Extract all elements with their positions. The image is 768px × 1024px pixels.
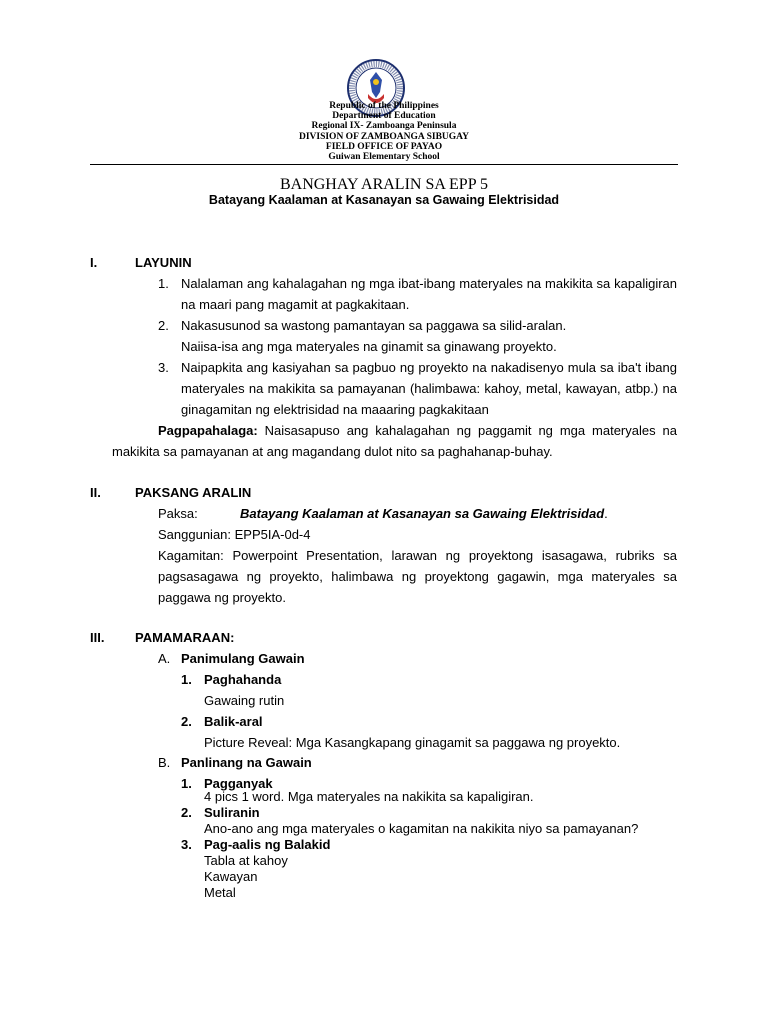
step-title: Suliranin [204, 805, 260, 820]
kagamitan: Kagamitan: Powerpoint Presentation, larawan ng proyektong isasagawa, rubriks sa pagsasagawa ng proyekto, halimbawa ng proyektong gagawin, mga materyales sa paggawa ng proyekto. [158, 548, 677, 605]
objective-text: Nakasusunod sa wastong pamantayan sa paggawa sa silid-aralan. [181, 318, 567, 333]
valuing-line [158, 420, 677, 441]
step-number: 2. [181, 805, 192, 820]
step-title: Pag-aalis ng Balakid [204, 837, 331, 852]
step-title: Balik-aral [204, 714, 263, 729]
part-letter: B. [158, 755, 171, 770]
section-heading-layunin: LAYUNIN [135, 255, 192, 270]
step-number: 1. [181, 776, 192, 791]
header-line: Republic of the Philippines [329, 101, 439, 111]
section-numeral: I. [90, 255, 98, 270]
step-title: Pagganyak [204, 776, 273, 791]
part-title: Panlinang na Gawain [181, 755, 312, 770]
step-number: 1. [181, 672, 192, 687]
step-body: Tabla at kahoy [204, 853, 288, 868]
header-line: Guiwan Elementary School [328, 152, 440, 163]
item-number: 3. [158, 360, 169, 375]
step-number: 3. [181, 837, 192, 852]
school-header [0, 101, 768, 162]
step-body: Picture Reveal: Mga Kasangkapang ginagamit sa paggawa ng proyekto. [204, 735, 621, 750]
header-line: Department of Education [332, 111, 436, 122]
header-line: Regional IX- Zamboanga Peninsula [311, 121, 457, 132]
step-body: Gawaing rutin [204, 693, 285, 708]
objective-text: Naipapkita ang kasiyahan sa pagbuo ng proyekto na nakadisenyo mula sa iba't ibang materyales na makikita sa pamayanan (halimbawa: kahoy, metal, kawayan, atbp.) na ginagamitan ng elektrisidad na maaaring pagkakitaan [181, 360, 677, 417]
paksa-label: Paksa: [158, 506, 198, 521]
paksa-value: Batayang Kaalaman at Kasanayan sa Gawaing Elektrisidad [240, 506, 605, 521]
objective-text: Nalalaman ang kahalagahan ng mga ibat-ibang materyales na makikita sa kapaligiran na maari pang magamit at pagkakitaan. [181, 276, 677, 312]
step-number: 2. [181, 714, 192, 729]
valuing-text: Naisasapuso ang kahalagahan ng paggamit ng mga materyales na [257, 423, 677, 438]
valuing-label: Pagpapahalaga: [158, 423, 258, 438]
paksa-line [240, 503, 608, 524]
objective-text: Naiisa-isa ang mga materyales na ginamit sa ginawang proyekto. [181, 339, 557, 354]
header-line: DIVISION OF ZAMBOANGA SIBUGAY [298, 131, 470, 142]
step-body: Kawayan [204, 869, 258, 884]
valuing-text: makikita sa pamayanan at ang magandang dulot nito sa paghahanap-buhay. [112, 444, 553, 459]
step-title: Paghahanda [204, 672, 282, 687]
header-divider [90, 164, 678, 165]
paksa-end: . [604, 506, 608, 521]
step-body: 4 pics 1 word. Mga materyales na nakikita sa kapaligiran. [204, 789, 534, 804]
sanggunian: Sanggunian: EPP5IA-0d-4 [158, 527, 311, 542]
document-subtitle: Batayang Kaalaman at Kasanayan sa Gawaing Elektrisidad [208, 193, 560, 207]
item-number: 1. [158, 276, 169, 291]
section-heading-paksang-aralin: PAKSANG ARALIN [135, 485, 252, 500]
part-title: Panimulang Gawain [181, 651, 305, 666]
part-letter: A. [158, 651, 171, 666]
header-line: FIELD OFFICE OF PAYAO [325, 141, 443, 152]
step-body: Ano-ano ang mga materyales o kagamitan na nakikita niyo sa pamayanan? [204, 821, 639, 836]
step-body: Metal [204, 885, 236, 900]
section-heading-pamamaraan: PAMAMARAAN: [135, 630, 235, 645]
item-number: 2. [158, 318, 169, 333]
section-numeral: II. [90, 485, 101, 500]
document-title: BANGHAY ARALIN SA EPP 5 [279, 176, 489, 193]
section-numeral: III. [90, 630, 105, 645]
